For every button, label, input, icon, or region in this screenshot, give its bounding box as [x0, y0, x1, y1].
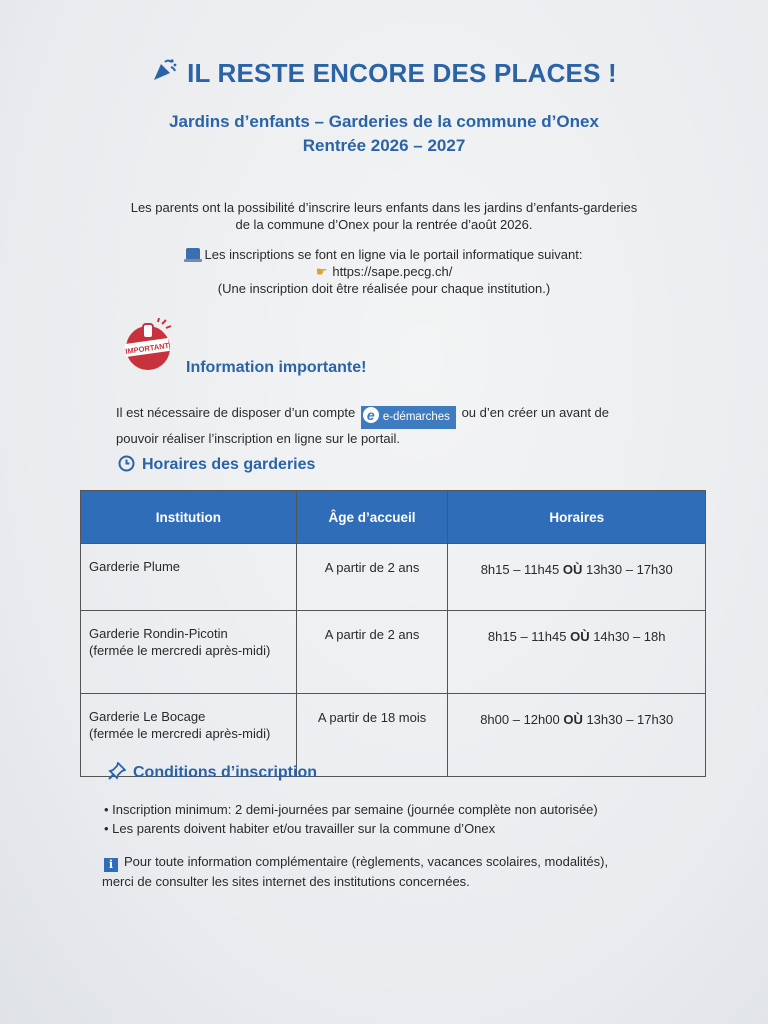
hours-cell — [448, 611, 706, 694]
intro-line-1: Les parents ont la possibilité d’inscrire leurs enfants dans les jardins d’enfants-garderies — [130, 200, 638, 215]
conditions-list — [104, 800, 598, 838]
hours-or: OÙ — [570, 629, 590, 644]
edemarches-label: e-démarches — [382, 411, 450, 423]
header-hours: Horaires — [448, 491, 706, 544]
intro-line-2: de la commune d’Onex pour la rentrée d’août 2026. — [235, 217, 533, 232]
page-title — [0, 58, 768, 89]
hours-afternoon: 13h30 – 17h30 — [582, 562, 673, 577]
institution-note: (fermée le mercredi après-midi) — [89, 726, 271, 741]
hours-or: OÙ — [563, 712, 583, 727]
subtitle-year: Rentrée 2026 – 2027 — [302, 136, 466, 155]
portal-paragraph — [100, 246, 668, 297]
table-row — [81, 611, 706, 694]
account-text-after: ou d’en créer un avant de — [461, 405, 609, 420]
hours-cell — [448, 544, 706, 611]
list-item: • Les parents doivent habiter et/ou travailler sur la commune d’Onex — [104, 821, 496, 836]
header-age: Âge d’accueil — [296, 491, 448, 544]
table-row — [81, 544, 706, 611]
account-paragraph — [116, 403, 676, 448]
pointing-hand-icon: ☛ — [315, 264, 328, 279]
portal-text: Les inscriptions se font en ligne via le portail informatique suivant: — [204, 247, 583, 262]
info-line-1: Pour toute information complémentaire (règlements, vacances scolaires, modalités), — [124, 854, 609, 869]
info-icon: i — [104, 858, 118, 872]
hours-afternoon: 14h30 – 18h — [589, 629, 666, 644]
age-cell: A partir de 18 mois — [296, 694, 448, 777]
important-badge-text: IMPORTANT — [124, 340, 170, 357]
portal-note: (Une inscription doit être réalisée pour chaque institution.) — [217, 281, 551, 296]
institution-cell — [81, 611, 297, 694]
info-line-2: merci de consulter les sites internet des institutions concernées. — [102, 874, 470, 889]
subtitle-communes: Jardins d’enfants – Garderies de la commune d’Onex — [169, 112, 599, 131]
conditions-heading — [108, 762, 317, 785]
important-heading: Information importante! — [186, 359, 367, 376]
title-text: IL RESTE ENCORE DES PLACES ! — [187, 58, 617, 88]
list-item: • Inscription minimum: 2 demi-journées par semaine (journée complète non autorisée) — [104, 802, 598, 817]
party-popper-icon — [151, 58, 177, 89]
important-icon — [118, 318, 174, 374]
institution-name: Garderie Rondin-Picotin — [89, 626, 228, 641]
schedule-table — [80, 490, 706, 777]
hours-cell — [448, 694, 706, 777]
info-paragraph — [102, 852, 662, 891]
schedule-heading-text: Horaires des garderies — [142, 456, 316, 473]
institution-note: (fermée le mercredi après-midi) — [89, 643, 271, 658]
account-text-before: Il est nécessaire de disposer d’un compte — [116, 405, 356, 420]
pushpin-icon — [108, 762, 126, 785]
hours-afternoon: 13h30 – 17h30 — [582, 712, 674, 727]
age-cell: A partir de 2 ans — [296, 544, 448, 611]
edemarches-e-icon: e — [363, 407, 379, 423]
hours-or: OÙ — [562, 562, 583, 577]
institution-name: Garderie Le Bocage — [89, 709, 206, 724]
clock-icon — [118, 455, 135, 477]
account-text-line2: pouvoir réaliser l’inscription en ligne sur le portail. — [116, 431, 400, 446]
hours-morning: 8h00 – 12h00 — [480, 712, 564, 727]
schedule-heading — [118, 455, 315, 477]
institution-cell — [81, 544, 297, 611]
intro-paragraph — [100, 199, 668, 233]
header-institution: Institution — [81, 491, 297, 544]
institution-name: Garderie Plume — [89, 559, 181, 574]
conditions-heading-text: Conditions d’inscription — [133, 764, 317, 781]
hours-morning: 8h15 – 11h45 — [487, 629, 571, 644]
edemarches-logo — [361, 406, 456, 429]
hours-morning: 8h15 – 11h45 — [480, 562, 563, 577]
age-cell: A partir de 2 ans — [296, 611, 448, 694]
laptop-icon — [186, 248, 200, 260]
portal-url-link[interactable]: https://sape.pecg.ch/ — [332, 264, 453, 279]
